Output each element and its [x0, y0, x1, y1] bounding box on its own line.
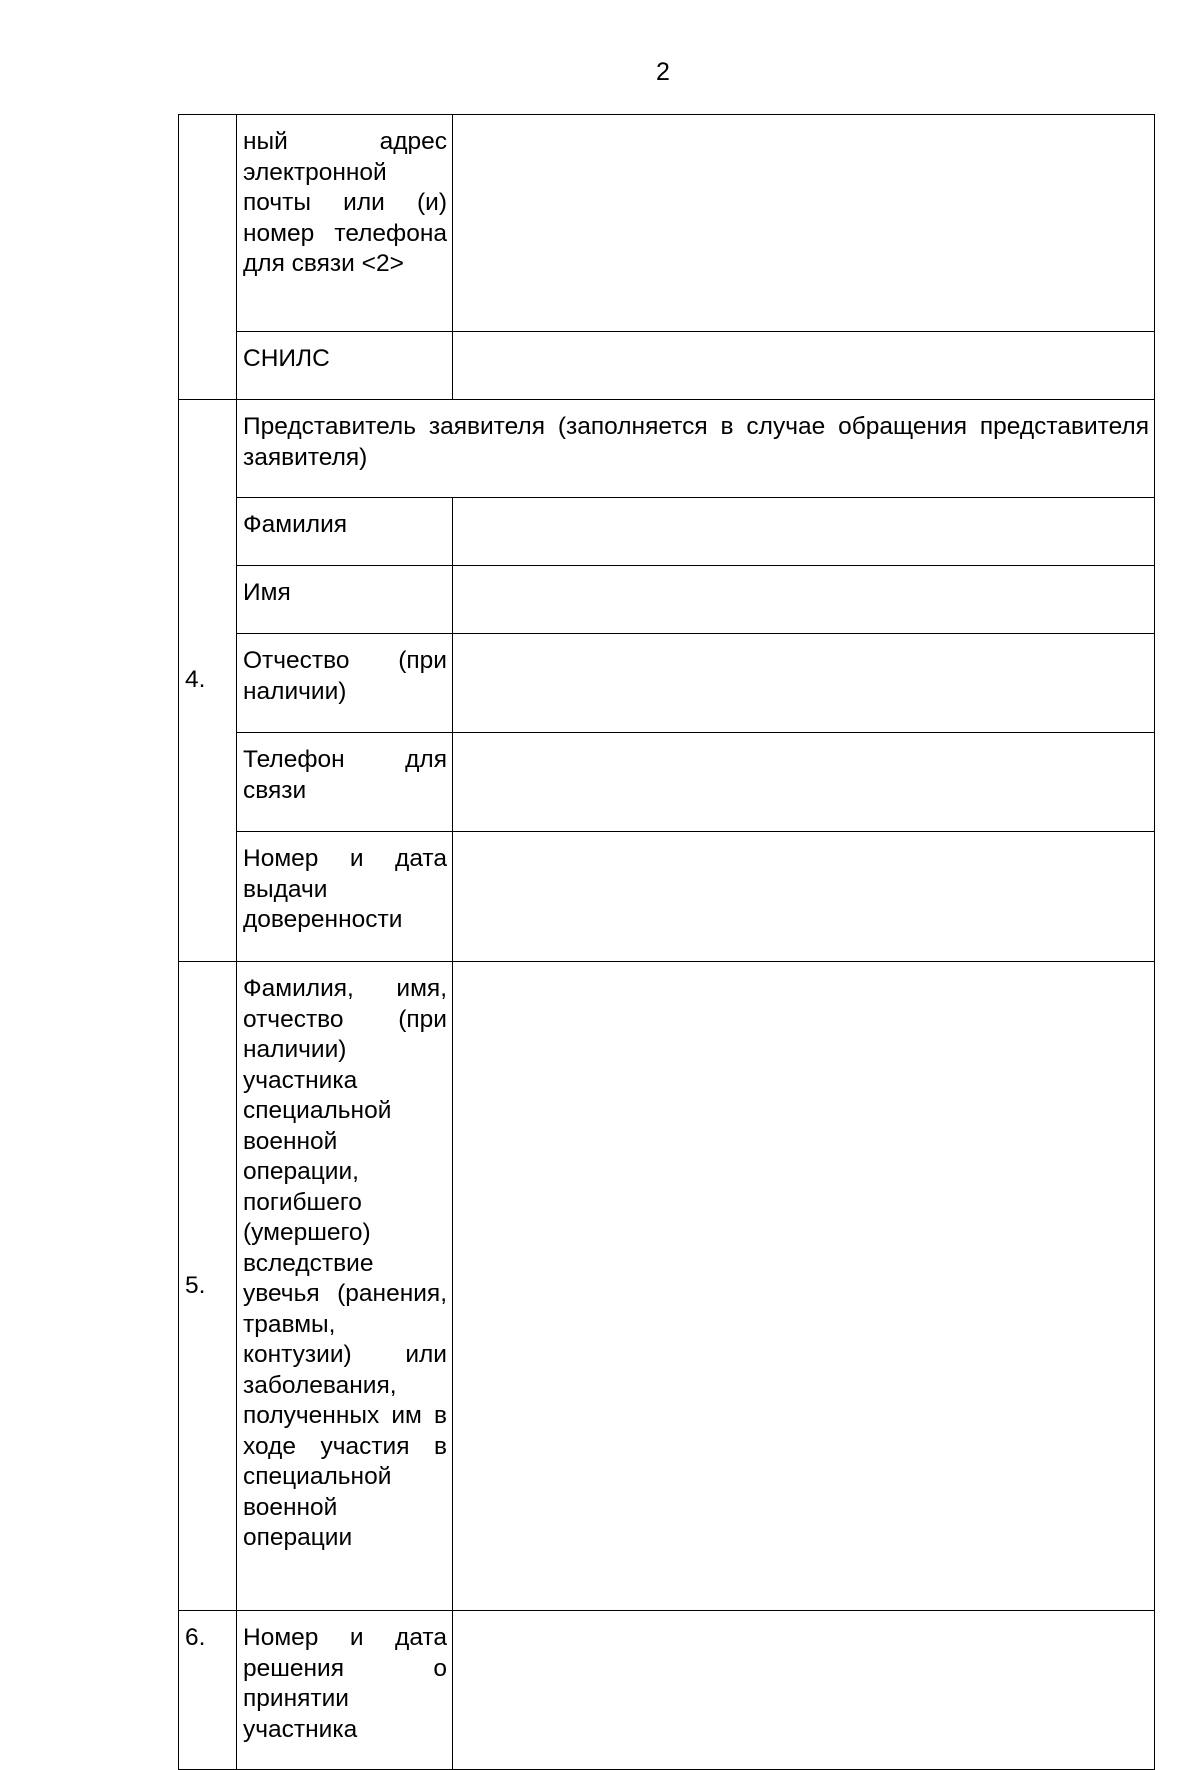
table-row-surname	[179, 498, 1155, 566]
application-form-table	[178, 114, 1155, 1770]
phone-label: Телефон для связи	[237, 733, 453, 832]
table-row-representative-heading	[179, 400, 1155, 498]
representative-heading: Представитель заявителя (заполняется в случае обращения представителя заявителя)	[237, 400, 1155, 498]
snils-label: СНИЛС	[237, 332, 453, 400]
snils-field[interactable]	[453, 332, 1155, 400]
name-field[interactable]	[453, 566, 1155, 634]
table-row-snils	[179, 332, 1155, 400]
surname-label: Фамилия	[237, 498, 453, 566]
row-number-cell	[179, 115, 237, 400]
table-row-name	[179, 566, 1155, 634]
patronymic-field[interactable]	[453, 634, 1155, 733]
patronymic-label: Отчество (при наличии)	[237, 634, 453, 733]
decision-field[interactable]	[453, 1611, 1155, 1770]
email-phone-field[interactable]	[453, 115, 1155, 332]
decision-label: Номер и дата решения о принятии участника	[237, 1611, 453, 1770]
table-row-decision	[179, 1611, 1155, 1770]
power-of-attorney-field[interactable]	[453, 832, 1155, 962]
table-row-power-of-attorney	[179, 832, 1155, 962]
table-row-patronymic	[179, 634, 1155, 733]
table-row-email-phone	[179, 115, 1155, 332]
participant-name-field[interactable]	[453, 962, 1155, 1611]
table-row-participant-name	[179, 962, 1155, 1611]
surname-field[interactable]	[453, 498, 1155, 566]
section-5-number: 5.	[179, 962, 237, 1611]
power-of-attorney-label: Номер и дата выдачи доверенности	[237, 832, 453, 962]
section-4-number: 4.	[179, 400, 237, 962]
name-label: Имя	[237, 566, 453, 634]
phone-field[interactable]	[453, 733, 1155, 832]
participant-name-label: Фамилия, имя, отчество (при наличии) участника специальной военной операции, погибшего (умершего) вследствие увечья (ранения, травмы, контузии) или заболевания, полученных им в ходе участия в специальной военной операции	[237, 962, 453, 1611]
email-phone-label: ный адрес электронной почты или (и) номер телефона для связи <2>	[237, 115, 453, 332]
table-row-phone	[179, 733, 1155, 832]
section-6-number: 6.	[179, 1611, 237, 1770]
page-number: 2	[656, 58, 670, 86]
